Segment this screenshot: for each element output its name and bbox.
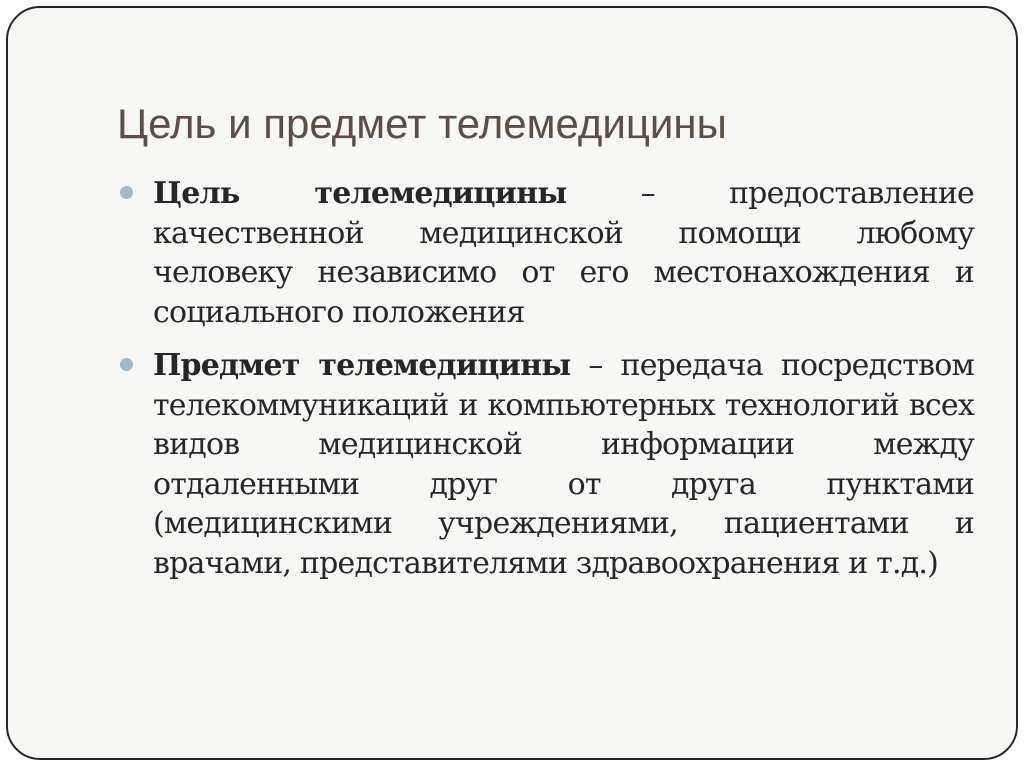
bullet-list	[116, 174, 974, 597]
bullet-term: Цель телемедицины	[153, 176, 567, 211]
bullet-dot-icon	[120, 358, 133, 371]
bullet-item-goal	[116, 174, 974, 332]
bullet-text: – передача посредством телекоммуникаций и компьютерных технологий всех видов медицинской информации между отдаленными друг от друга пунктами (медицинскими учреждениями, пациентами и врачами, представителями здравоохранения и т.д.)	[153, 348, 974, 581]
bullet-dot-icon	[120, 186, 133, 199]
bullet-item-subject	[116, 346, 974, 583]
slide	[6, 6, 1018, 760]
bullet-text: – предоставление качественной медицинской помощи любому человеку независимо от его местонахождения и социального положения	[153, 176, 974, 330]
bullet-term: Предмет телемедицины	[153, 348, 571, 383]
slide-title: Цель и предмет телемедицины	[117, 100, 727, 147]
